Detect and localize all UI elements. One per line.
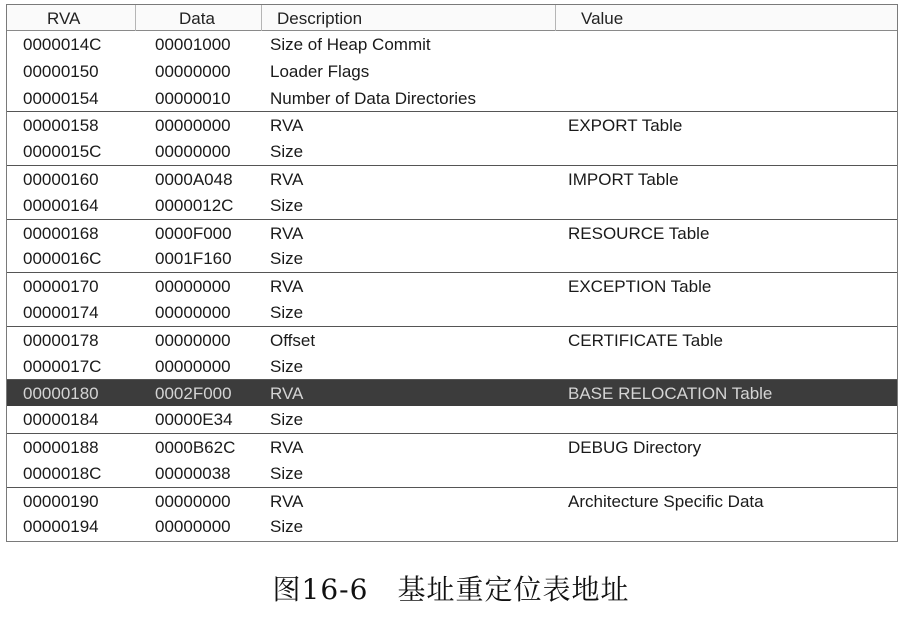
row-description-cell: Size [270, 142, 304, 162]
row-rva-cell: 0000017C [23, 356, 102, 376]
row-rva-cell: 00000180 [23, 384, 99, 404]
row-description-cell: Loader Flags [270, 61, 370, 81]
row-description-cell: Size [270, 195, 304, 215]
row-description-cell: Size [270, 302, 304, 322]
row-rva-cell: 0000015C [23, 142, 102, 162]
table-row[interactable] [7, 513, 897, 540]
grid-header [7, 5, 897, 31]
row-rva-cell: 00000194 [23, 517, 99, 537]
table-row[interactable] [7, 85, 897, 112]
row-data-cell: 00001000 [155, 35, 231, 54]
table-row[interactable] [7, 111, 897, 138]
row-data-cell: 00000000 [155, 116, 231, 136]
row-data-cell: 00000038 [155, 463, 231, 483]
data-directory-grid [6, 4, 898, 542]
column-divider[interactable] [261, 5, 262, 31]
table-row[interactable] [7, 138, 897, 165]
table-row[interactable] [7, 460, 897, 487]
row-value-cell: RESOURCE Table [568, 223, 710, 243]
row-data-cell: 00000000 [155, 356, 231, 376]
table-row[interactable] [7, 326, 897, 353]
table-row[interactable] [7, 31, 897, 58]
row-data-cell: 0000A048 [155, 169, 233, 189]
table-row[interactable] [7, 192, 897, 219]
row-description-cell: RVA [270, 223, 304, 243]
column-header-data[interactable]: Data [179, 9, 215, 28]
row-data-cell: 00000000 [155, 302, 231, 322]
row-value-cell: EXCEPTION Table [568, 277, 712, 297]
row-description-cell: RVA [270, 437, 304, 457]
row-rva-cell: 00000190 [23, 491, 99, 511]
row-rva-cell: 00000164 [23, 195, 99, 215]
row-rva-cell: 0000014C [23, 35, 102, 54]
column-header-value[interactable]: Value [581, 9, 624, 28]
grid-rows [7, 31, 897, 540]
row-rva-cell: 00000188 [23, 437, 99, 457]
table-row[interactable] [7, 299, 897, 326]
row-data-cell: 0000F000 [155, 223, 232, 243]
row-value-cell: DEBUG Directory [568, 437, 702, 457]
row-rva-cell: 00000168 [23, 223, 99, 243]
row-description-cell: Size [270, 249, 304, 269]
column-divider[interactable] [135, 5, 136, 31]
table-row[interactable] [7, 165, 897, 192]
row-description-cell: Size of Heap Commit [270, 35, 431, 54]
table-row-selected[interactable] [7, 379, 897, 406]
row-data-cell: 00000000 [155, 330, 231, 350]
row-rva-cell: 00000160 [23, 169, 99, 189]
row-rva-cell: 00000178 [23, 330, 99, 350]
row-data-cell: 0000012C [155, 195, 234, 215]
row-data-cell: 00000000 [155, 491, 231, 511]
table-row[interactable] [7, 487, 897, 514]
row-description-cell: Offset [270, 330, 316, 350]
table-row[interactable] [7, 433, 897, 460]
row-data-cell: 0001F160 [155, 249, 232, 269]
row-rva-cell: 00000158 [23, 116, 99, 136]
row-value-cell: Architecture Specific Data [568, 491, 764, 511]
table-row[interactable] [7, 219, 897, 246]
row-description-cell: RVA [270, 116, 304, 136]
row-rva-cell: 00000184 [23, 410, 99, 430]
table-row[interactable] [7, 245, 897, 272]
row-data-cell: 00000000 [155, 517, 231, 537]
row-description-cell: RVA [270, 491, 304, 511]
row-rva-cell: 00000170 [23, 277, 99, 297]
row-data-cell: 0000B62C [155, 437, 236, 457]
row-description-cell: RVA [270, 384, 304, 404]
row-data-cell: 00000000 [155, 277, 231, 297]
row-value-cell: BASE RELOCATION Table [568, 384, 773, 404]
row-data-cell: 00000010 [155, 88, 231, 108]
row-data-cell: 00000000 [155, 61, 231, 81]
column-header-description[interactable]: Description [277, 9, 363, 28]
row-value-cell: EXPORT Table [568, 116, 683, 136]
row-rva-cell: 0000016C [23, 249, 102, 269]
row-rva-cell: 00000174 [23, 302, 99, 322]
row-data-cell: 00000000 [155, 142, 231, 162]
row-value-cell: CERTIFICATE Table [568, 330, 723, 350]
table-row[interactable] [7, 58, 897, 85]
row-rva-cell: 00000154 [23, 88, 99, 108]
row-rva-cell: 0000018C [23, 463, 102, 483]
table-row[interactable] [7, 406, 897, 433]
row-data-cell: 00000E34 [155, 410, 233, 430]
column-divider[interactable] [555, 5, 556, 31]
row-description-cell: Number of Data Directories [270, 88, 476, 108]
row-description-cell: RVA [270, 277, 304, 297]
figure-caption: 图16-6 基址重定位表地址 [272, 573, 630, 606]
row-description-cell: RVA [270, 169, 304, 189]
table-row[interactable] [7, 353, 897, 380]
column-header-rva[interactable]: RVA [47, 9, 81, 28]
row-description-cell: Size [270, 410, 304, 430]
row-description-cell: Size [270, 356, 304, 376]
row-description-cell: Size [270, 463, 304, 483]
row-value-cell: IMPORT Table [568, 169, 679, 189]
row-description-cell: Size [270, 517, 304, 537]
row-data-cell: 0002F000 [155, 384, 232, 404]
row-rva-cell: 00000150 [23, 61, 99, 81]
table-row[interactable] [7, 272, 897, 299]
